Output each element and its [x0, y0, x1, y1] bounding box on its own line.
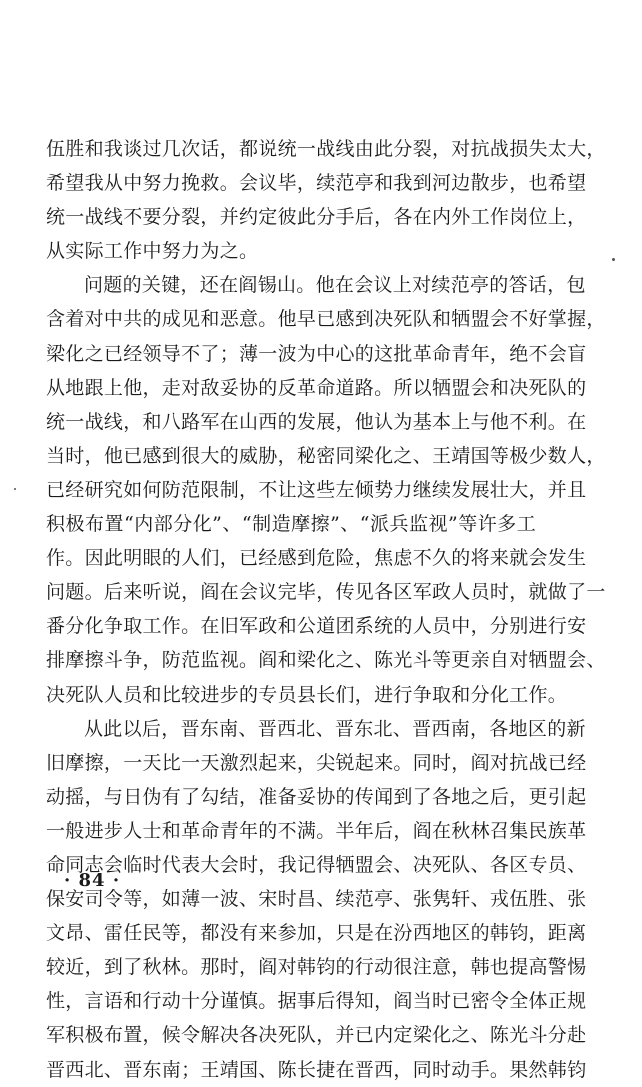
- text-line: 决死队人员和比较进步的专员县长们，进行争取和分化工作。: [46, 683, 568, 706]
- text-line: 希望我从中努力挽救。会议毕，续范亭和我到河边散步，也希望: [46, 172, 587, 195]
- text-line: 动摇，与日伪有了勾结，准备妥协的传闻到了各地之后，更引起: [46, 785, 587, 808]
- text-line: 问题。后来听说，阎在会议完毕，传见各区军政人员时，就做了一: [46, 581, 606, 604]
- page-number: · 84 ·: [64, 870, 121, 891]
- scan-speck: [14, 488, 16, 490]
- text-line: 较近，到了秋林。那时，阎对韩钧的行动很注意，韩也提高警惕: [46, 956, 587, 979]
- text-line: 命同志会临时代表大会时，我记得牺盟会、决死队、各区专员、: [46, 853, 587, 876]
- text-line: 一般进步人士和革命青年的不满。半年后，阎在秋林召集民族革: [46, 819, 587, 842]
- text-line: 从地跟上他，走对敌妥协的反革命道路。所以牺盟会和决死队的: [46, 376, 587, 399]
- text-line: 从此以后，晋东南、晋西北、晋东北、晋西南，各地区的新: [84, 717, 586, 740]
- text-line: 当时，他已感到很大的威胁，秘密同梁化之、王靖国等极少数人，: [46, 444, 606, 467]
- text-line: 从实际工作中努力为之。: [46, 240, 259, 263]
- text-line: 排摩擦斗争，防范监视。阎和梁化之、陈光斗等更亲自对牺盟会、: [46, 649, 606, 672]
- text-line: 晋西北、晋东南；王靖国、陈长捷在晋西，同时动手。果然韩钧: [46, 1058, 587, 1081]
- text-line: 梁化之已经领导不了；薄一波为中心的这批革命青年，绝不会盲: [46, 342, 587, 365]
- text-line: 伍胜和我谈过几次话，都说统一战线由此分裂，对抗战损失太大，: [46, 138, 606, 160]
- text-line: 已经研究如何防范限制，不让这些左倾势力继续发展壮大，并且: [46, 478, 587, 501]
- text-line: 旧摩擦，一天比一天激烈起来，尖锐起来。同时，阎对抗战已经: [46, 751, 587, 774]
- text-line: 统一战线不要分裂，并约定彼此分手后，各在内外工作岗位上，: [46, 206, 587, 229]
- text-line: 性，言语和行动十分谨慎。据事后得知，阎当时已密令全体正规: [46, 990, 587, 1013]
- text-line: 积极布置“内部分化”、“制造摩擦”、“派兵监视”等许多工: [46, 513, 536, 536]
- text-line: 番分化争取工作。在旧军政和公道团系统的人员中，分别进行安: [46, 615, 587, 638]
- text-line: 统一战线，和八路军在山西的发展，他认为基本上与他不利。在: [46, 410, 587, 433]
- text-line: 问题的关键，还在阎锡山。他在会议上对续范亭的答话，包: [84, 274, 586, 297]
- scan-speck: [612, 258, 615, 261]
- text-line: 文昂、雷任民等，都没有来参加，只是在汾西地区的韩钧，距离: [46, 922, 587, 945]
- text-line: 作。因此明眼的人们，已经感到危险，焦虑不久的将来就会发生: [46, 547, 587, 570]
- body-text: [46, 132, 606, 1087]
- text-line: 军积极布置，候令解决各决死队，并已内定梁化之、陈光斗分赴: [46, 1024, 587, 1047]
- text-line: 含着对中共的成见和恶意。他早已感到决死队和牺盟会不好掌握，: [46, 308, 606, 331]
- text-line: 保安司令等，如薄一波、宋时昌、续范亭、张隽轩、戎伍胜、张: [46, 888, 587, 911]
